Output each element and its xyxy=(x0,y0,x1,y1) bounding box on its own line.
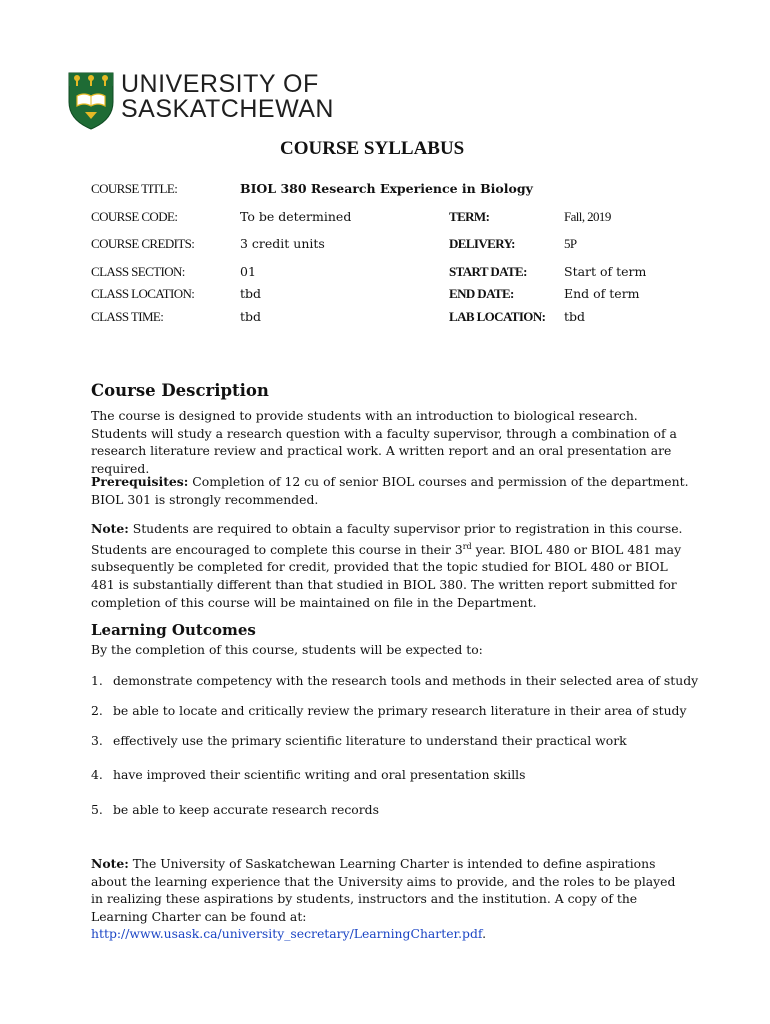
delivery-value: 5P xyxy=(564,236,577,251)
list-item: 3. effectively use the primary scientific literature to understand their practical work xyxy=(91,733,627,748)
learning-charter-link[interactable]: http://www.usask.ca/university_secretary/LearningCharter.pdf xyxy=(91,926,483,942)
university-name-line2: SASKATCHEWAN xyxy=(121,95,334,123)
list-item: 5. be able to keep accurate research records xyxy=(91,802,379,817)
start-date-value: Start of term xyxy=(564,264,647,279)
note-text-part2: year. BIOL 480 or BIOL 481 may subsequently be completed for credit, provided that the topic studied for BIOL 480 or BIOL 481 is substantially different than that studied in BIOL 380. The written report submitted for completion of this course will be maintained on file in the Department. xyxy=(91,541,682,610)
class-time-label: CLASS TIME: xyxy=(91,309,164,324)
page-title: COURSE SYLLABUS xyxy=(280,138,465,159)
learning-outcomes-intro: By the completion of this course, students will be expected to: xyxy=(91,642,483,657)
note-paragraph xyxy=(91,520,691,611)
term-value: Fall, 2019 xyxy=(564,209,611,224)
lab-location-label: LAB LOCATION: xyxy=(449,309,546,324)
class-section-label: CLASS SECTION: xyxy=(91,264,185,279)
list-item: 1. demonstrate competency with the research tools and methods in their selected area of study xyxy=(91,673,699,688)
note-label: Note: xyxy=(91,521,129,536)
class-time-value: tbd xyxy=(240,309,262,324)
learning-charter-note: Note: The University of Saskatchewan Learning Charter is intended to define aspirations about the learning experience that the University aims to provide, and the roles to be played in realizing these aspirations by students, instructors and the institution. A copy of the Learning Charter can be found at: http://www.usask.ca/university_secretary/LearningCharter.pdf. xyxy=(91,856,676,942)
class-section-value: 01 xyxy=(240,264,256,279)
charter-note-label: Note: xyxy=(91,856,129,871)
prerequisites-paragraph xyxy=(91,473,691,508)
class-location-value: tbd xyxy=(240,286,262,301)
course-title-value: BIOL 380 Research Experience in Biology xyxy=(240,181,533,196)
charter-note-text: The University of Saskatchewan Learning Charter is intended to define aspirations about the learning experience that the University aims to provide, and the roles to be played in realizing these aspirations by students, instructors and the institution. A copy of the Learning Charter can be found at: xyxy=(91,856,676,924)
prerequisites-text: Completion of 12 cu of senior BIOL courses and permission of the department. BIOL 301 is strongly recommended. xyxy=(91,474,689,507)
course-code-value: To be determined xyxy=(240,209,352,224)
note-text-part1: Students are required to obtain a faculty supervisor prior to registration in this course. Students are encouraged to complete this course in their 3 xyxy=(91,521,683,557)
prerequisites-label: Prerequisites: xyxy=(91,474,189,489)
end-date-label: END DATE: xyxy=(449,286,514,301)
course-code-label: COURSE CODE: xyxy=(91,209,178,224)
list-item: 2. be able to locate and critically review the primary research literature in their area of study xyxy=(91,703,687,718)
university-name-line1: UNIVERSITY OF xyxy=(121,70,319,98)
lab-location-value: tbd xyxy=(564,309,586,324)
course-description-paragraph: The course is designed to provide students with an introduction to biological research. Students will study a research question with a faculty supervisor, through a combination of a research literature review and practical work. A written report and an oral presentation are required. xyxy=(91,408,677,476)
list-item: 4. have improved their scientific writing and oral presentation skills xyxy=(91,767,526,782)
course-title-label: COURSE TITLE: xyxy=(91,181,178,196)
term-label: TERM: xyxy=(449,209,490,224)
learning-outcomes-heading: Learning Outcomes xyxy=(91,621,256,639)
course-credits-value: 3 credit units xyxy=(240,236,325,251)
note-superscript: rd xyxy=(462,541,472,551)
start-date-label: START DATE: xyxy=(449,264,527,279)
end-date-value: End of term xyxy=(564,286,640,301)
course-credits-label: COURSE CREDITS: xyxy=(91,236,195,251)
delivery-label: DELIVERY: xyxy=(449,236,515,251)
university-shield-logo xyxy=(68,72,114,130)
course-description-heading: Course Description xyxy=(91,381,269,400)
class-location-label: CLASS LOCATION: xyxy=(91,286,195,301)
